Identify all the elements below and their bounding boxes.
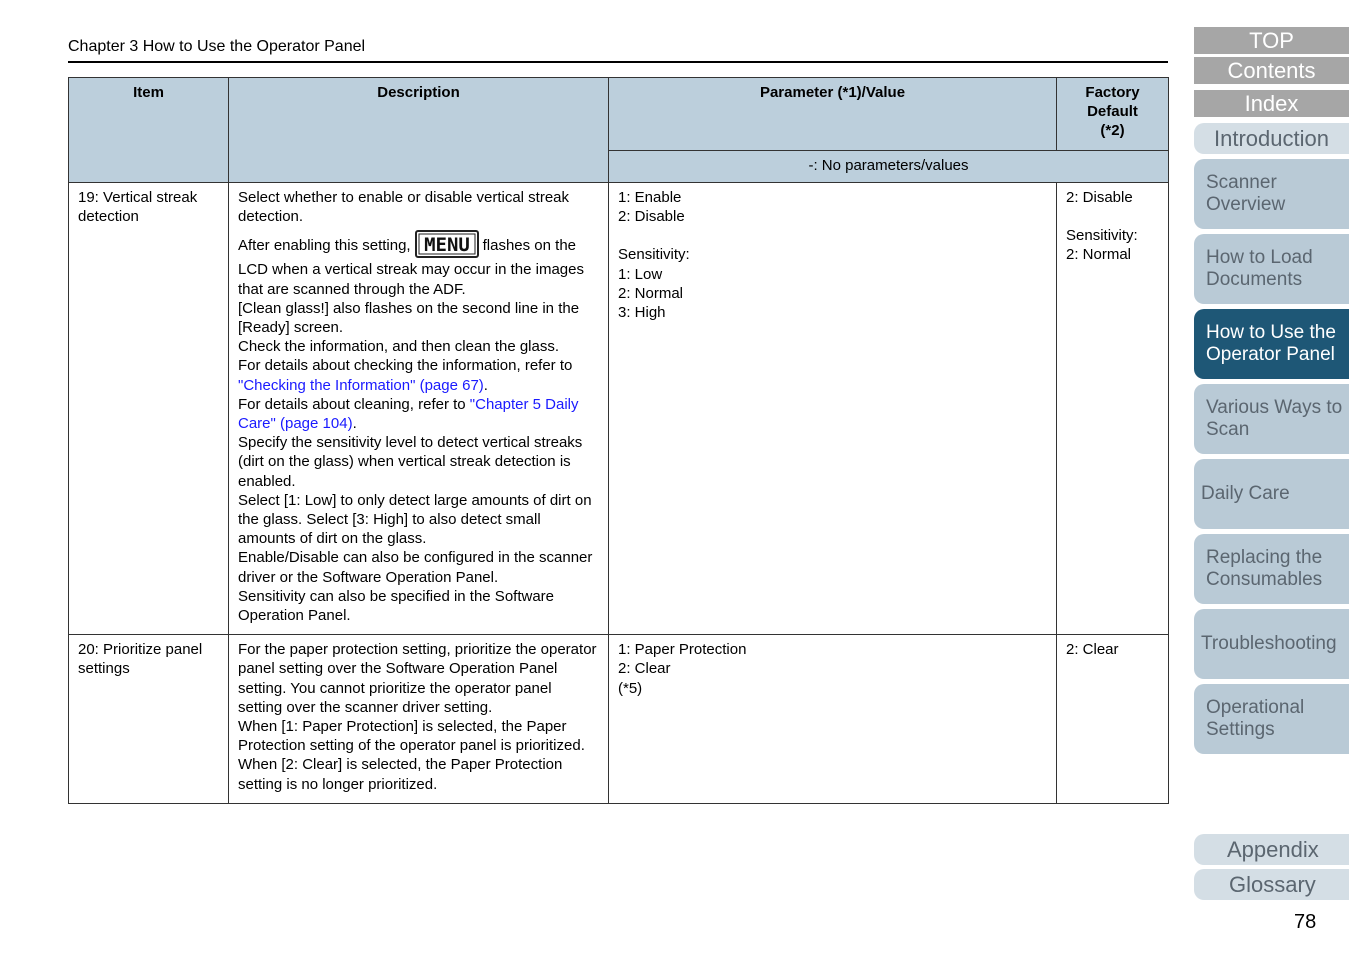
tab-label: Replacing the Consumables [1206, 547, 1323, 590]
row-default [1057, 183, 1169, 635]
row-default [1057, 635, 1169, 804]
parameter-value: (*5) [618, 679, 643, 697]
contents-button[interactable]: Contents [1194, 57, 1349, 84]
row-parameter [609, 183, 1057, 635]
parameter-value: 1: Paper Protection [618, 641, 747, 659]
parameter-value: 2: Clear [618, 660, 671, 678]
description-text: When [2: Clear] is selected, the Paper Protection setting is no longer prioritized. [238, 756, 563, 793]
row-parameter [609, 635, 1057, 804]
header-factory-default-line1: Factory [1085, 84, 1140, 101]
settings-table [68, 77, 1169, 804]
parameter-value: 2: Disable [618, 208, 685, 226]
tab-how-to-load-documents[interactable] [1194, 234, 1349, 304]
parameter-value: 1: Low [618, 265, 663, 283]
description-text: Check the information, and then clean the glass. [238, 338, 560, 356]
description-text-fragment: For details about cleaning, refer to [238, 395, 470, 413]
tab-label: How to Load Documents [1206, 247, 1313, 290]
tab-label: Scanner Overview [1206, 172, 1286, 215]
description-text [238, 232, 599, 298]
tab-various-ways-to-scan[interactable] [1194, 384, 1349, 454]
row-item: 20: Prioritize panel settings [69, 635, 229, 804]
link-daily-care[interactable]: "Chapter 5 Daily Care" (page 104) [238, 395, 579, 433]
tab-operational-settings[interactable] [1194, 684, 1349, 754]
parameter-value: Sensitivity: [618, 246, 690, 264]
description-text-fragment: flashes on the LCD when a vertical streak may occur in the images that are scanned through the ADF. [238, 237, 584, 298]
description-text-fragment: . [483, 376, 488, 394]
header-factory-default-line2: Default [1087, 103, 1138, 120]
link-checking-information[interactable]: "Checking the Information" (page 67) [238, 376, 484, 394]
description-text [238, 395, 599, 433]
top-button[interactable]: TOP [1194, 27, 1349, 54]
description-text-fragment: After enabling this setting, [238, 237, 411, 255]
row-item: 19: Vertical streak detection [69, 183, 229, 635]
table-header-row [69, 78, 1169, 151]
header-item: Item [69, 78, 229, 183]
tab-troubleshooting[interactable] [1194, 609, 1349, 679]
tab-glossary[interactable]: Glossary [1194, 869, 1349, 900]
description-text: Select whether to enable or disable vertical streak detection. [238, 189, 570, 226]
chapter-title: Chapter 3 How to Use the Operator Panel [68, 38, 366, 55]
description-text: Select [1: Low] to only detect large amounts of dirt on the glass. Select [3: High] to also detect small amounts of dirt on the glass. [238, 491, 592, 548]
description-text: When [1: Paper Protection] is selected, the Paper Protection setting of the operator panel is prioritized. [238, 718, 585, 755]
parameter-value: 1: Enable [618, 189, 682, 206]
header-factory-default [1057, 78, 1169, 151]
header-no-parameters: -: No parameters/values [609, 151, 1169, 183]
row-description [229, 635, 609, 804]
menu-icon [415, 230, 479, 258]
tab-label: Daily Care [1201, 483, 1290, 504]
parameter-value: 3: High [618, 304, 666, 322]
index-button[interactable]: Index [1194, 90, 1349, 117]
header-factory-default-line3: (*2) [1100, 122, 1125, 139]
tab-appendix[interactable]: Appendix [1194, 834, 1349, 865]
page-number: 78 [1294, 911, 1317, 933]
description-text: Specify the sensitivity level to detect vertical streaks (dirt on the glass) when vertical streak detection is enabled. [238, 434, 583, 490]
tab-label: How to Use the Operator Panel [1206, 322, 1336, 365]
default-value: 2: Clear [1066, 641, 1119, 659]
description-text: [Clean glass!] also flashes on the second line in the [Ready] screen. [238, 299, 580, 337]
description-text-fragment: . [352, 415, 357, 433]
description-text [238, 356, 599, 394]
table-row [69, 183, 1169, 635]
tab-how-to-use-operator-panel[interactable] [1194, 309, 1349, 379]
description-text-fragment: For details about checking the information, refer to [238, 357, 573, 375]
tab-scanner-overview[interactable] [1194, 159, 1349, 229]
parameter-value: 2: Normal [618, 284, 684, 302]
tab-label: Various Ways to Scan [1206, 397, 1343, 440]
description-text: Sensitivity can also be specified in the Software Operation Panel. [238, 587, 555, 625]
row-description [229, 183, 609, 635]
description-text: Enable/Disable can also be configured in the scanner driver or the Software Operation Panel. [238, 549, 593, 586]
tab-label: Troubleshooting [1201, 633, 1337, 654]
header-description: Description [229, 78, 609, 183]
chapter-rule [68, 61, 1168, 63]
default-value: Sensitivity: [1066, 227, 1138, 245]
tab-introduction[interactable]: Introduction [1194, 123, 1349, 154]
tab-daily-care[interactable] [1194, 459, 1349, 529]
tab-label: Operational Settings [1206, 697, 1305, 740]
menu-icon-label: MENU [423, 234, 470, 257]
table-row [69, 635, 1169, 804]
default-value: 2: Normal [1066, 246, 1132, 264]
tab-replacing-consumables[interactable] [1194, 534, 1349, 604]
description-text: For the paper protection setting, prioritize the operator panel setting over the Software Operation Panel setting. You cannot prioritize the operator panel setting over the scanner driver setting. [238, 641, 597, 716]
default-value: 2: Disable [1066, 189, 1133, 206]
header-parameter: Parameter (*1)/Value [609, 78, 1057, 151]
